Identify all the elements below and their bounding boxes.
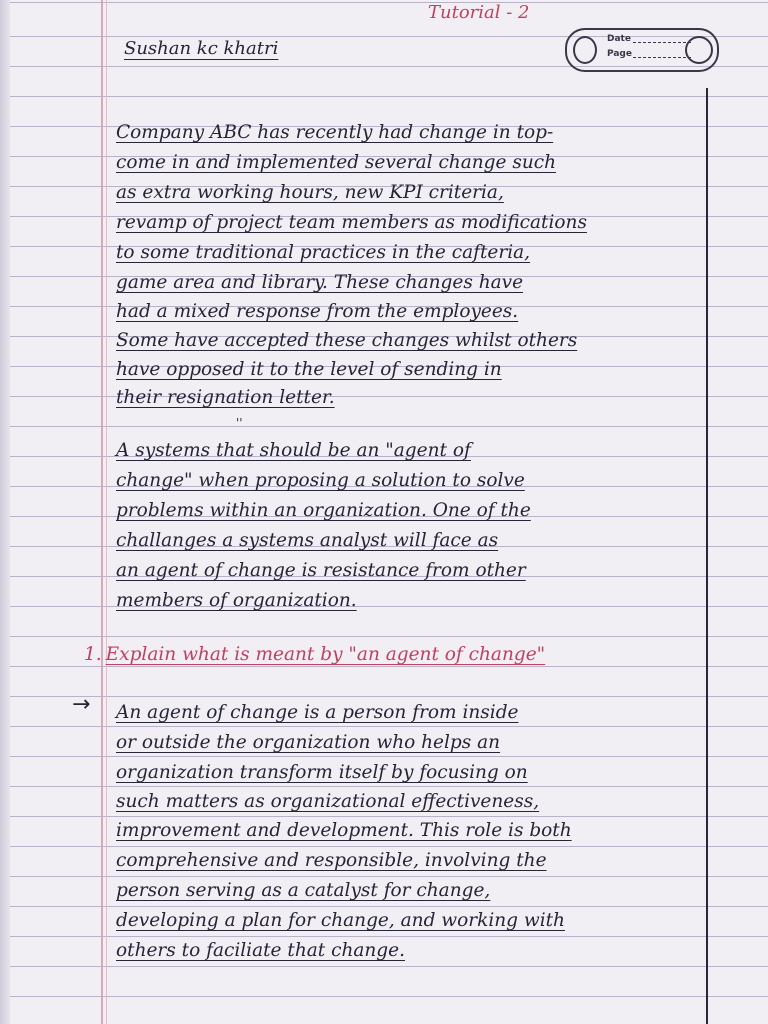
text-line: such matters as organizational effectiveness, bbox=[116, 791, 540, 812]
question-text: Explain what is meant by "an agent of change" bbox=[105, 644, 546, 665]
right-border-line bbox=[706, 88, 708, 1024]
text-line: developing a plan for change, and working with bbox=[116, 910, 565, 931]
text-line: comprehensive and responsible, involving the bbox=[116, 850, 547, 871]
text-line: An agent of change is a person from inside bbox=[116, 702, 519, 723]
question-1 bbox=[84, 642, 545, 668]
text-line: Some have accepted these changes whilst others bbox=[116, 330, 578, 351]
text-line: change" when proposing a solution to solve bbox=[116, 470, 525, 491]
stamp-curl-right-icon bbox=[685, 36, 713, 64]
text-line: come in and implemented several change such bbox=[116, 152, 557, 173]
text-line: person serving as a catalyst for change, bbox=[116, 880, 491, 901]
stamp-date-line bbox=[633, 42, 691, 43]
text-line: improvement and development. This role is both bbox=[116, 820, 572, 841]
text-line: had a mixed response from the employees. bbox=[116, 301, 519, 322]
text-line: game area and library. These changes have bbox=[116, 272, 524, 293]
stamp-date-label: Date bbox=[607, 34, 631, 44]
stray-mark: '' bbox=[236, 416, 243, 430]
stamp-curl-left-icon bbox=[573, 36, 597, 64]
text-line: others to faciliate that change. bbox=[116, 940, 405, 961]
stamp-page-line bbox=[633, 57, 691, 58]
text-line: have opposed it to the level of sending in bbox=[116, 359, 502, 380]
text-line: revamp of project team members as modifications bbox=[116, 212, 587, 233]
text-line: or outside the organization who helps an bbox=[116, 732, 501, 753]
text-line: organization transform itself by focusing on bbox=[116, 762, 528, 783]
text-line: their resignation letter. bbox=[116, 387, 335, 408]
text-line: an agent of change is resistance from other bbox=[116, 560, 526, 581]
text-line: members of organization. bbox=[116, 590, 357, 611]
text-line: A systems that should be an "agent of bbox=[116, 440, 471, 461]
text-line: Company ABC has recently had change in top- bbox=[116, 122, 554, 143]
text-line: problems within an organization. One of the bbox=[116, 500, 531, 521]
student-name: Sushan kc khatri bbox=[124, 38, 279, 59]
text-line: as extra working hours, new KPI criteria, bbox=[116, 182, 504, 203]
answer-arrow-icon: → bbox=[72, 692, 91, 717]
left-margin-line-inner bbox=[106, 0, 107, 1024]
left-margin-line bbox=[101, 0, 103, 1024]
page-title: Tutorial - 2 bbox=[428, 2, 530, 23]
text-line: challanges a systems analyst will face as bbox=[116, 530, 499, 551]
stamp-page-label: Page bbox=[607, 49, 632, 59]
binding-edge bbox=[0, 0, 10, 1024]
question-number: 1. bbox=[84, 644, 102, 665]
date-page-stamp bbox=[565, 28, 719, 72]
text-line: to some traditional practices in the cafteria, bbox=[116, 242, 531, 263]
